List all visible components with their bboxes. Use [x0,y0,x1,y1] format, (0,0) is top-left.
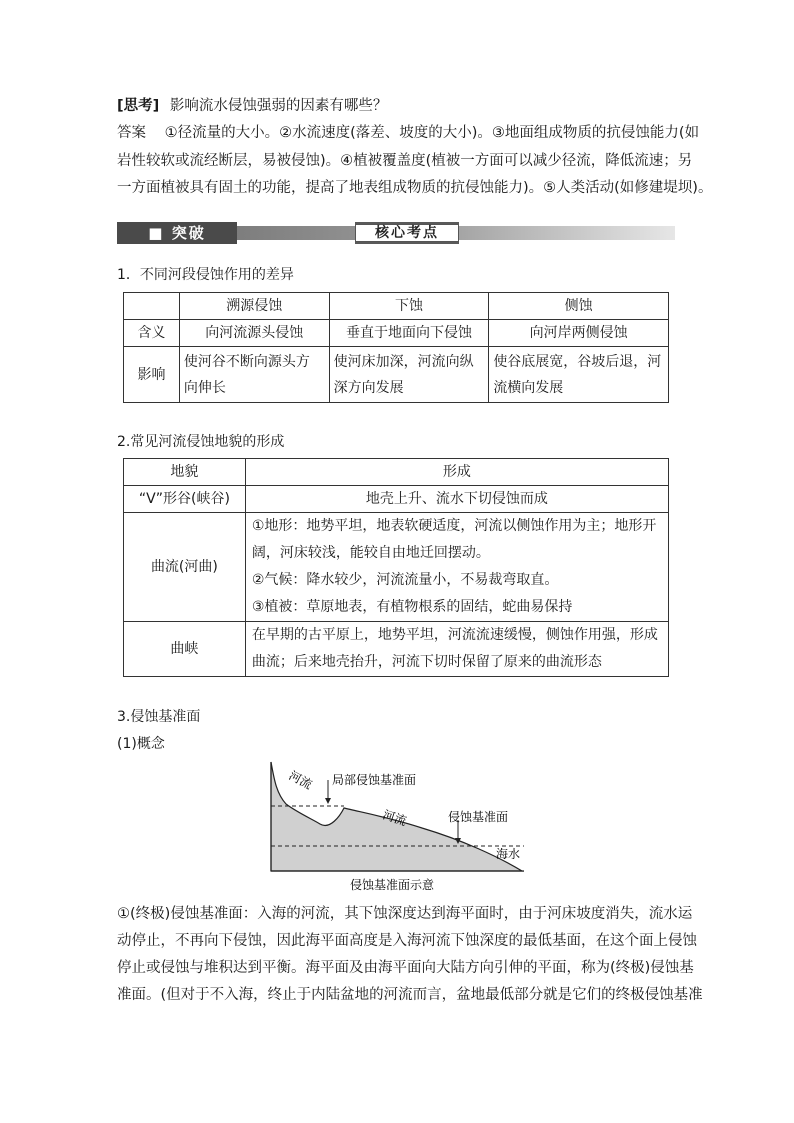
cell-line: 使谷底展宽，谷坡后退，河 [493,353,662,370]
think-question-line [117,96,387,116]
diagram-caption: 侵蚀基准面示意 [350,878,435,892]
label-river-top: 河流 [286,768,315,792]
table-header-row [124,293,669,320]
cell-line: 深方向发展 [333,379,404,396]
section2-title: 2.常见河流侵蚀地貌的形成 [117,434,285,450]
formation-line: ①地形：地势平坦，地表软硬适度，河流以侧蚀作用为主；地形开 [251,518,657,534]
table-cell [489,347,669,403]
section3-title: 3.侵蚀基准面 [117,709,201,725]
table-cell: 向河岸两侧侵蚀 [489,320,669,347]
table-row [124,320,669,347]
label-base: 侵蚀基准面 [448,810,509,824]
answer-line-3: 一方面植被具有固土的功能，提高了地表组成物质的抗侵蚀能力)。⑤人类活动(如修建堤坝)。 [117,180,713,196]
label-sea: 海水 [496,847,521,861]
local-arrowhead [325,798,331,804]
table-cell: 含义 [124,320,180,347]
table-header-row [124,459,669,486]
table-header-cell: 形成 [245,459,668,486]
formation-line: 阔，河床较浅，能较自由地迁回摆动。 [251,545,490,561]
label-local-base: 局部侵蚀基准面 [332,773,417,787]
formation-line: 在早期的古平原上，地势平坦，河流流速缓慢，侧蚀作用强，形成 [251,627,658,643]
landform-name: 曲峡 [124,622,246,677]
cell-line: 使河谷不断向源头方 [183,353,310,370]
section1-title: 1．不同河段侵蚀作用的差异 [117,267,294,283]
section3-subtitle: (1)概念 [117,736,165,752]
paragraph-line: 准面。(但对于不入海，终止于内陆盆地的河流而言，盆地最低部分就是它们的终极侵蚀基准 [117,987,703,1003]
answer-line-1 [117,123,699,143]
landform-formation: 地壳上升、流水下切侵蚀而成 [245,486,668,513]
answer-line-2: 岩性较软或流经断层，易被侵蚀)。④植被覆盖度(植被一方面可以减少径流，降低流速；另 [117,153,693,169]
table-row [124,486,669,513]
table-cell [329,347,489,403]
table-row [124,347,669,403]
section-banner [117,222,675,244]
table-header-cell: 侧蚀 [489,293,669,320]
landform-name: 曲流(河曲) [124,513,246,622]
landform-name: “V”形谷(峡谷) [124,486,246,513]
table-row [124,513,669,622]
table-cell [179,347,329,403]
table-header-cell: 溯源侵蚀 [179,293,329,320]
table-cell: 影响 [124,347,180,403]
think-label: [思考] [117,98,160,114]
answer-text-1: ①径流量的大小。②水流速度(落差、坡度的大小)。③地面组成物质的抗侵蚀能力(如 [164,125,700,141]
table-cell: 垂直于地面向下侵蚀 [329,320,489,347]
formation-line: ②气候：降水较少，河流流量小，不易裁弯取直。 [251,572,559,588]
cell-line: 使河床加深，河流向纵 [333,353,474,370]
table-header-cell [124,293,180,320]
answer-label: 答案 [117,125,146,141]
table-header-cell: 地貌 [124,459,246,486]
cell-line: 向伸长 [183,379,226,396]
banner-title: ■ 突破 [148,224,206,242]
formation-line: ③植被：草原地表，有植物根系的固结，蛇曲易保持 [251,599,573,615]
label-river-mid: 河流 [381,807,409,829]
erosion-table [123,292,669,403]
erosion-base-diagram [262,758,542,894]
paragraph-line: 动停止，不再向下侵蚀，因此海平面高度是入海河流下蚀深度的最低基面，在这个面上侵蚀 [117,933,697,949]
table-row [124,622,669,677]
landform-formation [245,513,668,622]
landform-formation [245,622,668,677]
landform-table [123,458,669,677]
paragraph-line: 停止或侵蚀与堆积达到平衡。海平面及由海平面向大陆方向引伸的平面，称为(终极)侵蚀基 [117,960,694,976]
formation-line: 曲流；后来地壳抬升，河流下切时保留了原来的曲流形态 [251,654,602,670]
banner-subtitle: 核心考点 [355,224,459,242]
paragraph-line: ①(终极)侵蚀基准面：入海的河流，其下蚀深度达到海平面时，由于河床坡度消失，流水运 [117,906,693,922]
cell-line: 流横向发展 [493,379,564,396]
table-header-cell: 下蚀 [329,293,489,320]
table-cell: 向河流源头侵蚀 [179,320,329,347]
think-question: 影响流水侵蚀强弱的因素有哪些？ [169,98,388,114]
